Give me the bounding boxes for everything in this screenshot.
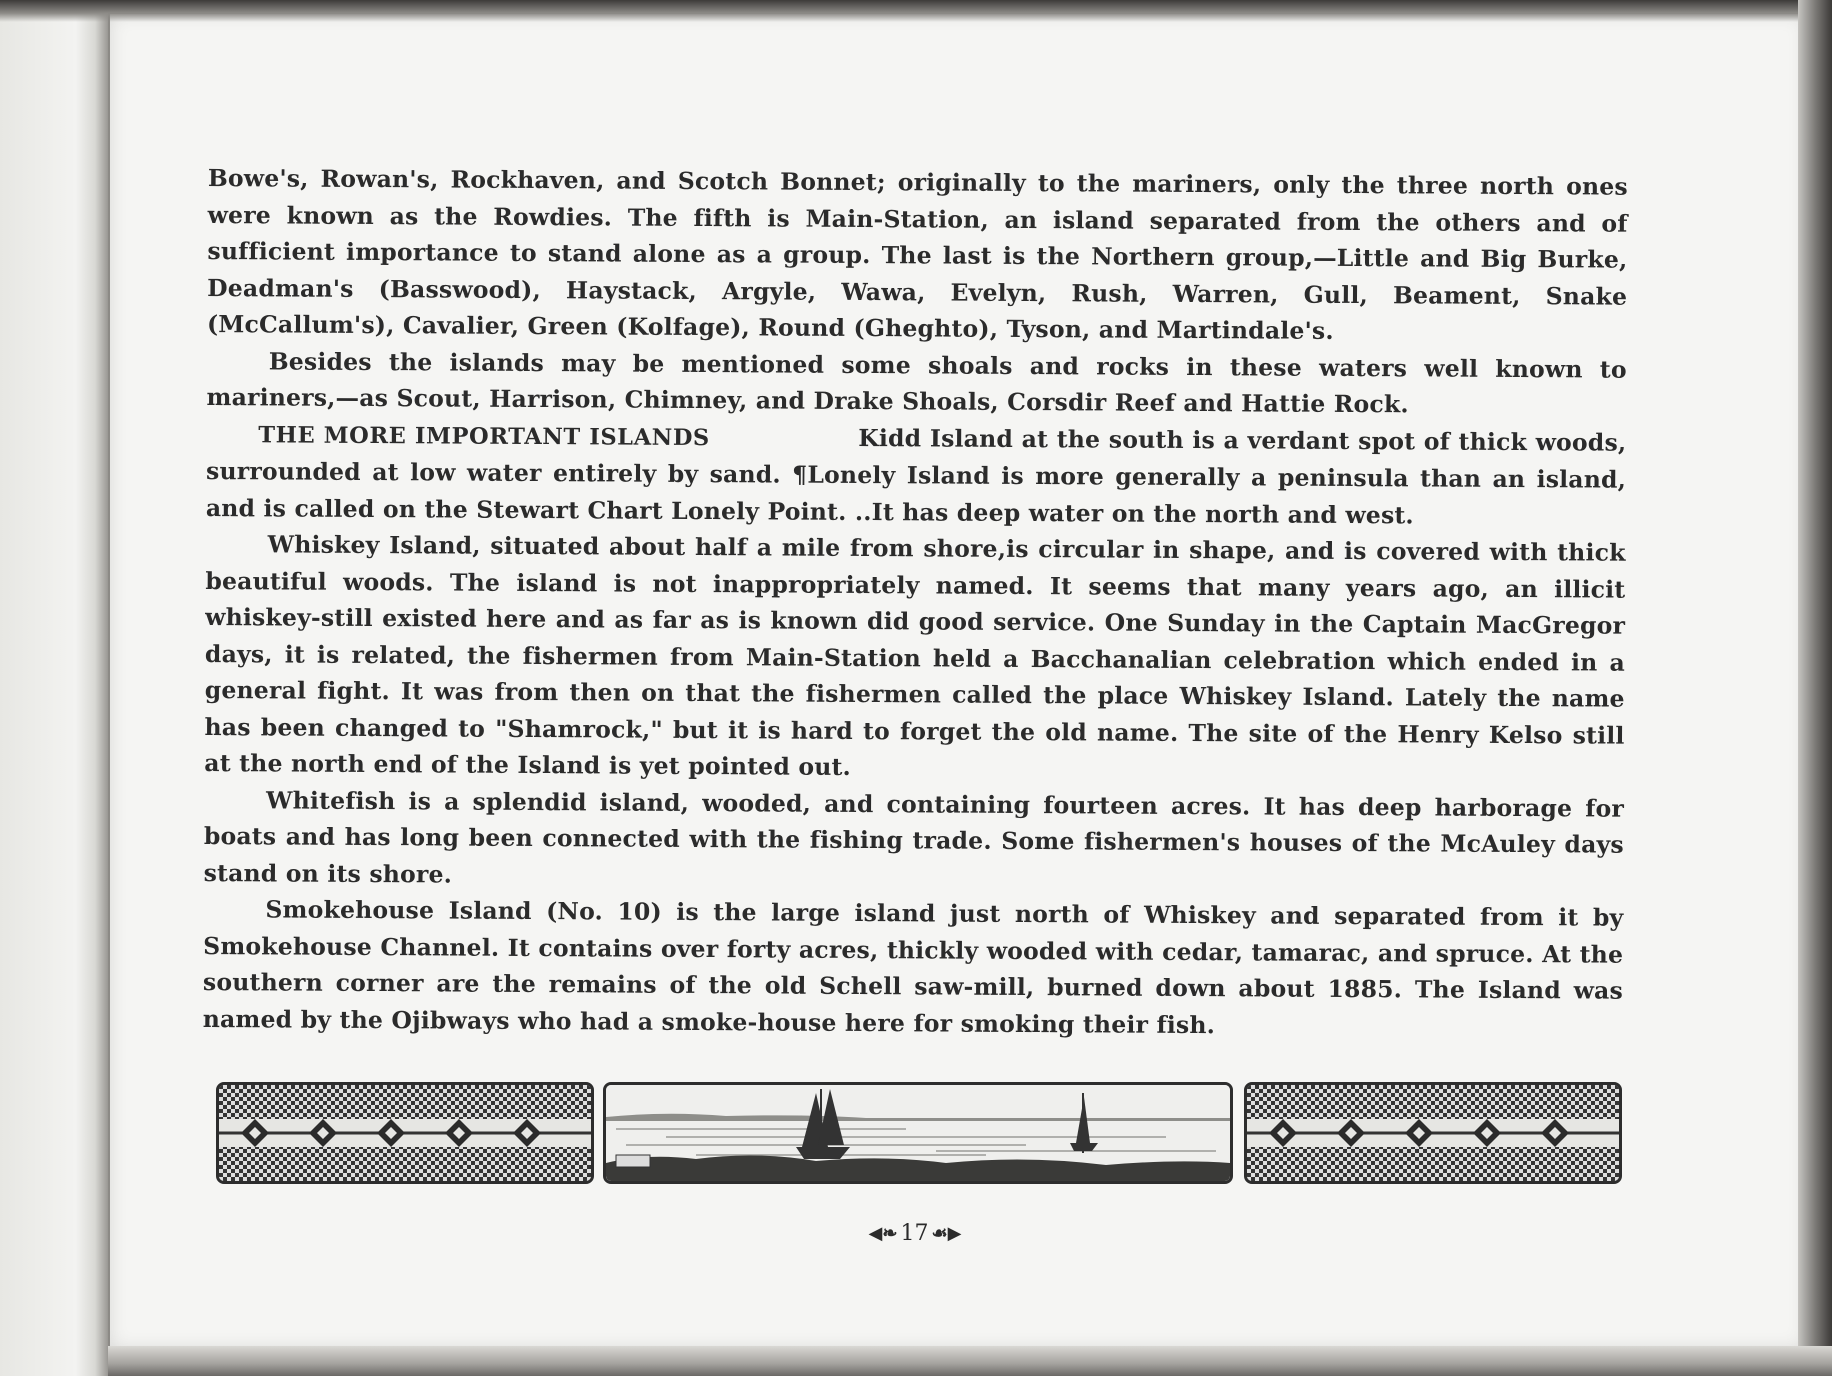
paragraph-island-groups: Bowe's, Rowan's, Rockhaven, and Scotch Bonnet; originally to the mariners, only the three north ones were known as the Rowdies. The fifth is Main-Station, an island separated from the others and of sufficient importance to stand alone as a group. The last is the Northern group,—Little and Big Burke, Deadman's (Basswood), Haystack, Argyle, Wawa, Evelyn, Rush, Warren, Gull, Beament, Snake (McCallum's), Cavalier, Green (Kolfage), Round (Gheghto), Tyson, and Martindale's. xyxy=(206,163,1628,345)
sailboats-seascape-icon xyxy=(603,1082,1233,1184)
page-number-text: 17 xyxy=(900,1220,929,1246)
section-heading: THE MORE IMPORTANT ISLANDS xyxy=(258,421,710,451)
paragraph-whiskey-island: Whiskey Island, situated about half a mile from shore,is circular in shape, and is covered with thick beautiful woods. The island is not inappropriately named. It seems that many years ago, an illicit whiskey-still existed here and as far as is known did good service. One Sunday in the Captain MacGregor days, it is related, the fishermen from Main-Station held a Bacchanalian celebration which ended in a general fight. It was from then on that the fishermen called the place Whiskey Island. Lately the name has been changed to "Shamrock," but it is hard to forget the old name. The site of the Henry Kelso still at the north end of the Island is yet pointed out. xyxy=(204,530,1626,781)
paragraph-shoals: Besides the islands may be mentioned some shoals and rocks in these waters well known to mariners,—as Scout, Harrison, Chimney, and Drake Shoals, Corsdir Reef and Hattie Rock. xyxy=(206,346,1627,419)
diamond-lattice-band-icon xyxy=(1244,1082,1622,1184)
body-text xyxy=(203,160,1628,1046)
page-number xyxy=(860,1218,970,1248)
paragraph-whitefish: Whitefish is a splendid island, wooded, and containing fourteen acres. It has deep harborage for boats and has long been connected with the fishing trade. Some fishermen's houses of the McAuley days stand on its shore. xyxy=(203,785,1625,889)
paragraph-smokehouse: Smokehouse Island (No. 10) is the large island just north of Whiskey and separated from it by Smokehouse Channel. It contains over forty acres, thickly wooded with cedar, tamarac, and spruce. At the southern corner are the remains of the old Schell saw-mill, burned down about 1885. The Island was named by the Ojibways who had a smoke-house here for smoking their fish. xyxy=(202,895,1624,1039)
pointing-arrow-left-icon: ◀❧ xyxy=(868,1222,898,1244)
bottom-page-edge xyxy=(108,1346,1832,1376)
diamond-lattice-band-icon xyxy=(216,1082,594,1184)
decorative-band xyxy=(216,1082,1620,1182)
paragraph-kidd-lonely xyxy=(206,415,1627,534)
pointing-arrow-right-icon: ☙▶ xyxy=(931,1222,962,1244)
top-edge-shadow xyxy=(0,0,1832,22)
paragraph-kidd-lonely-text: Kidd Island at the south is a verdant spot of thick woods, surrounded at low water entirely by sand. ¶Lonely Island is more generally a peninsula than an island, and is called on the Stewart Chart Lonely Point. ..It has deep water on the north and west. xyxy=(205,423,1627,529)
right-page-edge xyxy=(1798,0,1832,1376)
facing-page-edge xyxy=(0,0,108,1376)
